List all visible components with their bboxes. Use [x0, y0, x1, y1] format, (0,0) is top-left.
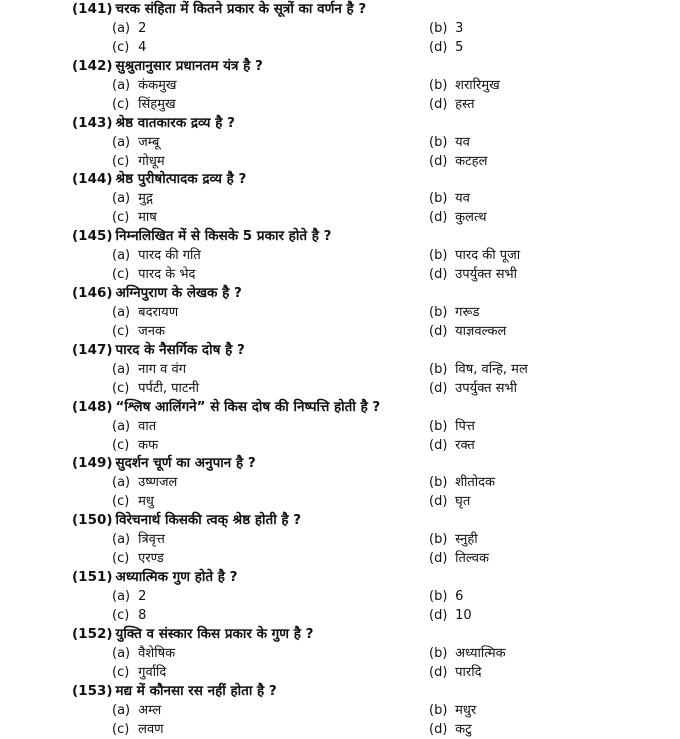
question-number: (141)	[72, 1, 113, 17]
option-text: याज्ञवल्कल	[455, 324, 507, 339]
option-text: तिल्वक	[455, 551, 489, 567]
question-number: (147)	[72, 341, 113, 358]
option-text: माष	[138, 210, 157, 226]
answer-option	[429, 322, 506, 341]
option-text: पारद की गति	[138, 248, 201, 264]
question-number: (152)	[72, 625, 113, 642]
option-letter: (b)	[429, 191, 448, 207]
question-statement: निम्नलिखित में से किसके 5 प्रकार होते है ?	[115, 228, 332, 245]
answer-option	[429, 417, 475, 436]
option-letter: (d)	[429, 494, 448, 510]
question-number: (150)	[72, 512, 113, 529]
answer-option	[112, 360, 186, 379]
answer-option	[112, 19, 146, 38]
option-letter: (d)	[429, 40, 448, 55]
answer-option	[429, 720, 472, 739]
question-text	[72, 454, 256, 473]
option-letter: (c)	[112, 551, 130, 567]
option-text: जनक	[138, 324, 165, 339]
option-letter: (b)	[429, 418, 448, 434]
option-text: 4	[138, 40, 147, 55]
option-letter: (b)	[429, 77, 448, 93]
answer-option	[112, 606, 146, 625]
answer-option	[429, 265, 517, 284]
question-statement: युक्ति व संस्कार किस प्रकार के गुण है ?	[115, 625, 314, 642]
option-text: लवण	[138, 721, 164, 737]
answer-option	[429, 701, 476, 720]
option-letter: (b)	[429, 248, 448, 264]
option-text: कुलत्थ	[455, 210, 487, 226]
option-text: यव	[455, 134, 470, 150]
answer-option	[429, 19, 463, 38]
question-statement: सुदर्शन चूर्ण का अनुपान है ?	[115, 455, 256, 472]
answer-option	[429, 663, 481, 682]
answer-option	[112, 663, 166, 682]
answer-option	[429, 360, 528, 379]
option-text: कटहल	[455, 153, 488, 169]
option-letter: (d)	[429, 324, 448, 339]
option-text: गरूड	[455, 305, 480, 320]
option-letter: (a)	[112, 77, 131, 93]
question-statement: “श्लिष आलिंगने” से किस दोष की निष्पत्ति होती है ?	[115, 398, 381, 415]
question-text	[72, 114, 235, 133]
question-block	[72, 0, 672, 57]
answer-option	[112, 303, 178, 322]
option-letter: (d)	[429, 267, 448, 283]
answer-option	[112, 492, 154, 511]
answer-option	[112, 246, 201, 265]
option-text: हस्त	[455, 96, 475, 112]
answer-option	[112, 436, 158, 455]
answer-option	[429, 38, 463, 57]
option-text: उष्णजल	[138, 475, 178, 491]
option-letter: (c)	[112, 96, 130, 112]
answer-option	[429, 133, 470, 152]
question-statement: सुश्रुतानुसार प्रधानतम यंत्र है ?	[115, 57, 263, 74]
question-text	[72, 170, 246, 189]
option-letter: (a)	[112, 589, 131, 604]
answer-option	[112, 133, 159, 152]
option-letter: (a)	[112, 134, 131, 150]
option-text: रक्त	[455, 437, 475, 453]
question-statement: श्रेष्ठ पुरीषोत्पादक द्रव्य है ?	[115, 171, 247, 188]
option-text: वैशेषिक	[138, 645, 176, 661]
question-block	[72, 568, 672, 625]
option-text: स्नुही	[455, 532, 478, 548]
answer-option	[429, 644, 506, 663]
option-text: 2	[138, 589, 147, 604]
option-letter: (b)	[429, 361, 448, 377]
question-text	[72, 682, 277, 701]
question-text	[72, 0, 366, 19]
option-text: कटु	[455, 721, 472, 737]
question-number: (145)	[72, 228, 113, 245]
question-number: (144)	[72, 171, 113, 188]
option-letter: (c)	[112, 267, 130, 283]
answer-option	[112, 379, 199, 398]
option-text: त्रिवृत्त	[138, 532, 165, 548]
answer-option	[112, 152, 165, 171]
option-text: पारद के भेद	[138, 267, 196, 283]
option-text: पारदि	[455, 664, 482, 680]
option-letter: (b)	[429, 21, 448, 36]
question-number: (146)	[72, 285, 113, 301]
answer-option	[112, 644, 175, 663]
option-text: 6	[455, 589, 464, 604]
question-text	[72, 568, 238, 587]
answer-option	[112, 322, 165, 341]
option-letter: (d)	[429, 210, 448, 226]
answer-option	[112, 530, 165, 549]
option-letter: (b)	[429, 134, 448, 150]
question-block	[72, 170, 672, 227]
answer-option	[112, 38, 146, 57]
option-text: पित्त	[455, 418, 475, 434]
option-text: मधु	[138, 494, 154, 510]
answer-option	[112, 76, 177, 95]
option-text: नाग व वंग	[138, 361, 187, 377]
answer-option	[429, 549, 489, 568]
question-block	[72, 114, 672, 171]
option-text: शीतोदक	[455, 475, 496, 491]
option-text: कफ	[138, 437, 159, 453]
option-text: यव	[455, 191, 470, 207]
answer-option	[112, 208, 157, 227]
answer-option	[112, 473, 177, 492]
question-block	[72, 341, 672, 398]
question-number: (151)	[72, 569, 113, 585]
option-letter: (b)	[429, 645, 448, 661]
option-text: 10	[455, 608, 472, 623]
option-letter: (c)	[112, 721, 130, 737]
option-letter: (a)	[112, 702, 131, 718]
question-statement: अध्यात्मिक गुण होते है ?	[115, 569, 238, 585]
question-block	[72, 57, 672, 114]
option-text: शरारिमुख	[455, 77, 500, 93]
question-text	[72, 284, 242, 303]
question-text	[72, 227, 331, 246]
option-letter: (a)	[112, 248, 131, 264]
answer-option	[429, 436, 475, 455]
answer-option	[429, 246, 520, 265]
option-letter: (c)	[112, 380, 130, 396]
question-block	[72, 284, 672, 341]
question-text	[72, 511, 301, 530]
question-text	[72, 625, 313, 644]
option-letter: (c)	[112, 210, 130, 226]
option-letter: (b)	[429, 589, 448, 604]
option-text: 5	[455, 40, 464, 55]
answer-option	[429, 95, 475, 114]
option-letter: (b)	[429, 475, 448, 491]
question-text	[72, 398, 380, 417]
answer-option	[429, 76, 500, 95]
question-block	[72, 625, 672, 682]
option-letter: (d)	[429, 437, 448, 453]
answer-option	[112, 265, 195, 284]
answer-option	[112, 95, 176, 114]
option-letter: (c)	[112, 664, 130, 680]
question-statement: मद्य में कौनसा रस नहीं होता है ?	[115, 682, 277, 699]
answer-option	[429, 189, 470, 208]
option-letter: (a)	[112, 305, 131, 320]
option-letter: (c)	[112, 437, 130, 453]
question-statement: विरेचनार्थ किसकी त्वक् श्रेष्ठ होती है ?	[115, 512, 302, 529]
option-text: 8	[138, 608, 147, 623]
option-letter: (a)	[112, 21, 131, 36]
option-text: अध्यात्मिक	[455, 645, 506, 661]
answer-option	[429, 587, 463, 606]
answer-option	[429, 530, 478, 549]
question-text	[72, 57, 263, 76]
answer-option	[429, 606, 472, 625]
option-letter: (d)	[429, 608, 448, 623]
option-letter: (c)	[112, 494, 130, 510]
answer-option	[112, 701, 161, 720]
answer-option	[429, 152, 487, 171]
answer-option	[429, 473, 495, 492]
option-letter: (c)	[112, 324, 130, 339]
question-block	[72, 454, 672, 511]
option-letter: (a)	[112, 475, 131, 491]
option-text: अम्ल	[138, 702, 162, 718]
question-block	[72, 682, 672, 739]
option-text: गुर्वादि	[138, 664, 167, 680]
option-text: एरण्ड	[138, 551, 164, 567]
option-letter: (c)	[112, 608, 130, 623]
question-number: (149)	[72, 455, 113, 472]
option-text: 2	[138, 21, 147, 36]
option-letter: (a)	[112, 532, 131, 548]
option-text: कंकमुख	[138, 77, 177, 93]
option-letter: (a)	[112, 361, 131, 377]
question-number: (153)	[72, 682, 113, 699]
option-letter: (d)	[429, 664, 448, 680]
question-number: (143)	[72, 114, 113, 131]
answer-option	[112, 720, 164, 739]
option-letter: (a)	[112, 645, 131, 661]
question-block	[72, 227, 672, 284]
option-text: वात	[138, 418, 157, 434]
option-letter: (d)	[429, 96, 448, 112]
answer-option	[112, 417, 156, 436]
option-text: पर्पटी, पाटनी	[138, 380, 199, 396]
option-letter: (c)	[112, 153, 130, 169]
answer-option	[429, 208, 487, 227]
option-text: विष, वन्हि, मल	[455, 361, 528, 377]
question-statement: चरक संहिता में कितने प्रकार के सूत्रों का वर्णन है ?	[115, 1, 367, 17]
option-text: मुद्ग	[138, 191, 153, 207]
option-text: 3	[455, 21, 464, 36]
option-letter: (a)	[112, 418, 131, 434]
answer-option	[112, 189, 153, 208]
option-letter: (d)	[429, 721, 448, 737]
question-statement: पारद के नैसर्गिक दोष है ?	[115, 341, 245, 358]
question-block	[72, 398, 672, 455]
question-statement: श्रेष्ठ वातकारक द्रव्य है ?	[115, 114, 235, 131]
answer-option	[112, 549, 164, 568]
answer-option	[429, 492, 470, 511]
option-text: उपर्युक्त सभी	[455, 267, 517, 283]
option-text: गोधूम	[138, 153, 165, 169]
answer-option	[429, 303, 480, 322]
option-text: घृत	[455, 494, 471, 510]
option-text: मधुर	[455, 702, 477, 718]
question-number: (148)	[72, 398, 113, 415]
option-text: उपर्युक्त सभी	[455, 380, 517, 396]
option-letter: (d)	[429, 153, 448, 169]
option-text: जम्बू	[138, 134, 160, 150]
answer-option	[112, 587, 146, 606]
option-text: बदरायण	[138, 305, 179, 320]
question-block	[72, 511, 672, 568]
option-letter: (b)	[429, 532, 448, 548]
option-letter: (c)	[112, 40, 130, 55]
option-letter: (d)	[429, 380, 448, 396]
question-number: (142)	[72, 57, 113, 74]
question-statement: अग्निपुराण के लेखक है ?	[115, 285, 242, 301]
option-letter: (d)	[429, 551, 448, 567]
answer-option	[429, 379, 517, 398]
option-letter: (b)	[429, 702, 448, 718]
option-text: सिंहमुख	[138, 96, 176, 112]
option-letter: (a)	[112, 191, 131, 207]
option-letter: (b)	[429, 305, 448, 320]
question-text	[72, 341, 245, 360]
option-text: पारद की पूजा	[455, 248, 521, 264]
